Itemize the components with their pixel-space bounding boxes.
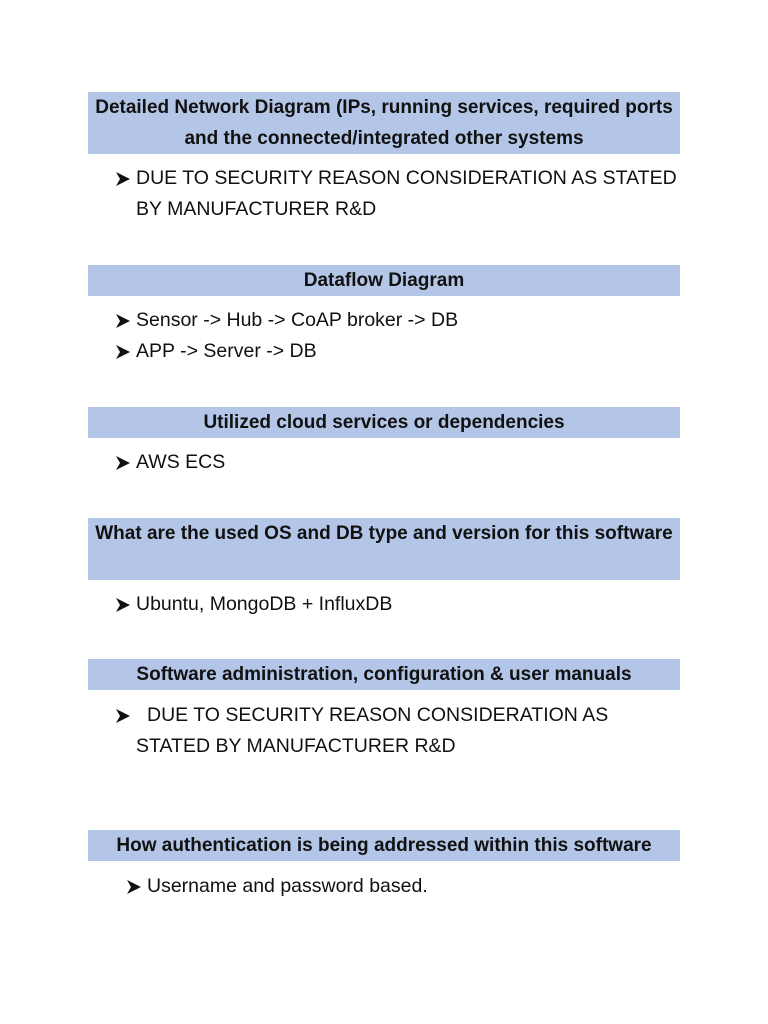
list-item-text: APP -> Server -> DB: [136, 340, 317, 362]
section-header-dataflow-diagram: Dataflow Diagram: [88, 265, 680, 296]
arrowhead-bullet-icon: [115, 700, 135, 731]
section-header-authentication: How authentication is being addressed within this software: [88, 830, 680, 861]
arrowhead-bullet-icon: [126, 871, 146, 902]
list-item-text: Sensor -> Hub -> CoAP broker -> DB: [136, 309, 459, 331]
arrowhead-bullet-icon: [115, 336, 135, 367]
arrowhead-bullet-icon: [115, 305, 135, 336]
list-item: [115, 589, 685, 620]
list-item: [115, 163, 685, 225]
list-item-text: DUE TO SECURITY REASON CONSIDERATION AS STATED BY MANUFACTURER R&D: [136, 167, 677, 220]
section-header-cloud-services: Utilized cloud services or dependencies: [88, 407, 680, 438]
list-item: [115, 336, 685, 367]
list-item-text: Ubuntu, MongoDB + InfluxDB: [136, 593, 393, 615]
list-item: [115, 447, 685, 478]
list-item-text: DUE TO SECURITY REASON CONSIDERATION AS STATED BY MANUFACTURER R&D: [136, 704, 609, 757]
section-header-network-diagram: Detailed Network Diagram (IPs, running services, required ports and the connected/integrated other systems: [88, 92, 680, 154]
arrowhead-bullet-icon: [115, 447, 135, 478]
section-header-manuals: Software administration, configuration & user manuals: [88, 659, 680, 690]
list-item: [126, 871, 685, 902]
list-item-text: AWS ECS: [136, 451, 226, 473]
list-item: [115, 700, 675, 762]
arrowhead-bullet-icon: [115, 163, 135, 194]
arrowhead-bullet-icon: [115, 589, 135, 620]
list-item: [115, 305, 685, 336]
list-item-text: Username and password based.: [147, 875, 428, 897]
section-header-os-db: What are the used OS and DB type and version for this software: [88, 518, 680, 580]
